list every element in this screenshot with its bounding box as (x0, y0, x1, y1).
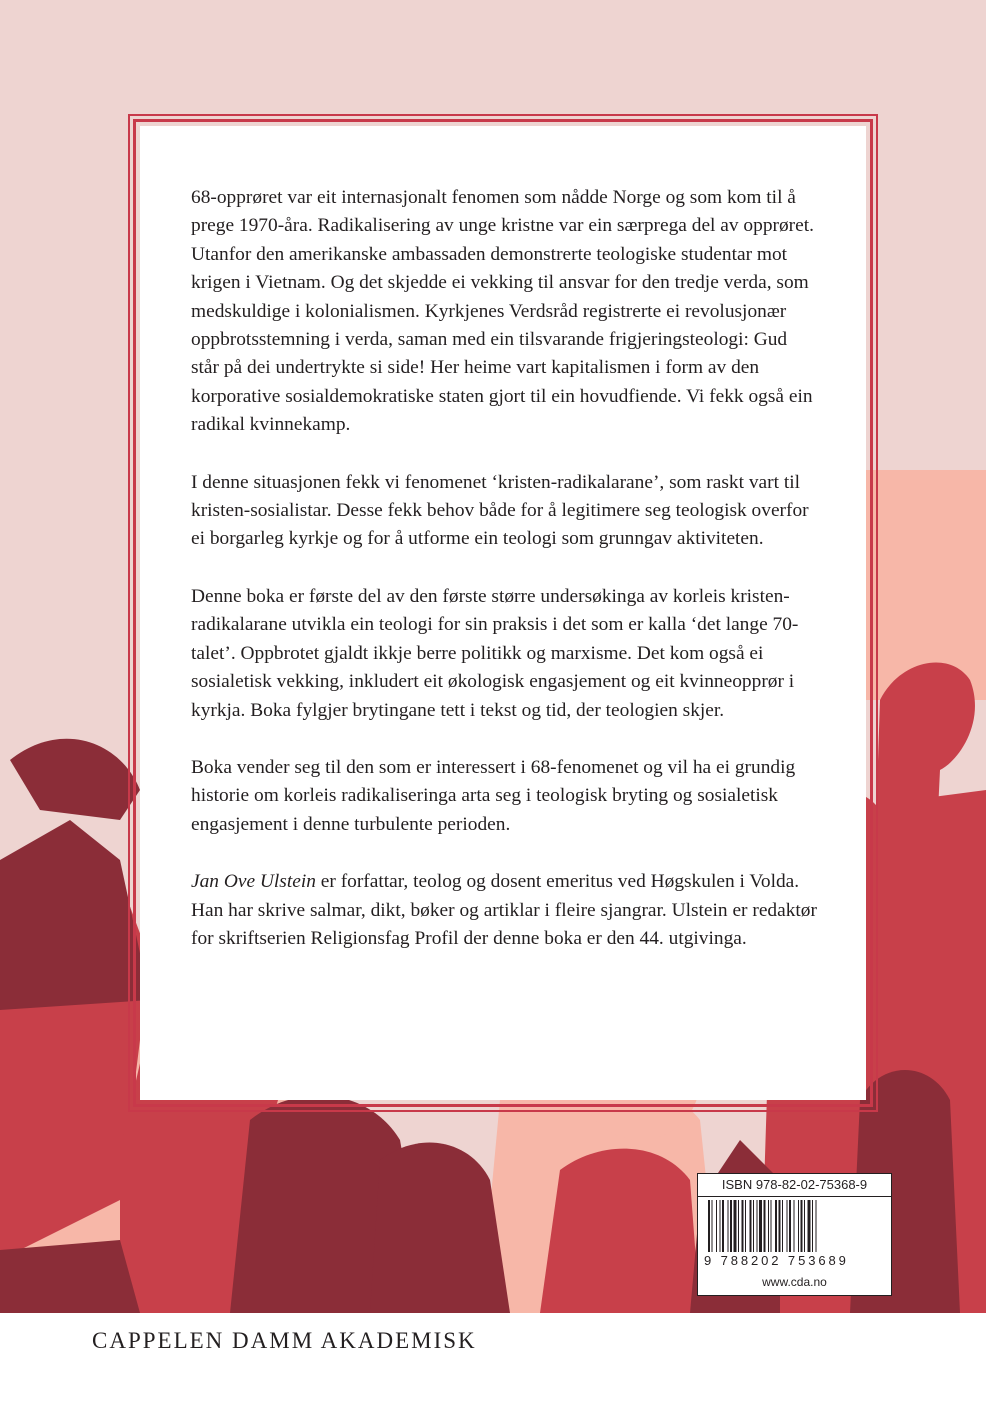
barcode-bar (745, 1200, 746, 1252)
barcode-bar (759, 1200, 762, 1252)
barcode-bar (738, 1200, 739, 1252)
author-bio (191, 868, 818, 953)
barcode-bar (708, 1200, 710, 1252)
barcode-bar (716, 1200, 717, 1252)
barcode-bar (771, 1200, 772, 1252)
publisher-logo: CAPPELEN DAMM AKADEMISK (92, 1328, 477, 1353)
publisher-url: www.cda.no (762, 1275, 827, 1289)
barcode-bar (801, 1200, 803, 1252)
blurb-paragraph: I denne situasjonen fekk vi fenomenet ‘kristen-radikalarane’, som raskt vart til kristen-sosialistar. Desse fekk behov både for å legitimere seg teologisk overfor ei borgarleg kyrkje og for å utforme ein teologi som grunngav aktiviteten. (191, 471, 809, 550)
blurb-paragraph: Denne boka er første del av den første større undersøkinga av korleis kristen-radikalarane utvikla ein teologi for sin praksis i det som er kalla ‘det lange 70-talet’. Oppbrotet gjaldt ikkje berre politikk og marxisme. Det kom også ei sosialetisk vekking, inkludert eit økologisk engasjement og eit kvinneopprør i kyrkja. Boka fylgjer brytingane tett i tekst og tid, der teologien skjer. (191, 585, 799, 721)
barcode-bar (728, 1200, 729, 1252)
barcode-bar (750, 1200, 752, 1252)
barcode-bar (808, 1200, 811, 1252)
blurb-panel (140, 126, 866, 1100)
barcode-bar (816, 1200, 817, 1252)
barcode-bar (775, 1200, 777, 1252)
barcode-bar (779, 1200, 781, 1252)
barcode-bar (720, 1200, 721, 1252)
barcode-bar (798, 1200, 799, 1252)
blurb-paragraph: Boka vender seg til den som er interessert i 68-fenomenet og vil ha ei grundig historie om korleis radikaliseringa arta seg i teologisk bryting og sosialetisk engasjement i denne turbulente perioden. (191, 756, 796, 835)
barcode-bar (812, 1200, 813, 1252)
barcode-bar (734, 1200, 737, 1252)
author-name: Jan Ove Ulstein (191, 871, 316, 893)
isbn-barcode-box (697, 1173, 892, 1296)
barcode-bar (764, 1200, 766, 1252)
barcode-bar (722, 1200, 724, 1252)
barcode-bar (742, 1200, 744, 1252)
barcode-icon (706, 1200, 884, 1252)
barcode-bar (782, 1200, 783, 1252)
barcode-bar (753, 1200, 754, 1252)
isbn-label: ISBN 978-82-02-75368-9 (698, 1174, 891, 1197)
barcode-bar (712, 1200, 713, 1252)
barcode-bar (787, 1200, 788, 1252)
barcode-bar (757, 1200, 758, 1252)
barcode-bar (804, 1200, 805, 1252)
barcode-bar (794, 1200, 795, 1252)
author-bio-text: er forfattar, teolog og dosent emeritus ved Høgskulen i Volda. Han har skrive salmar, dikt, bøker og artiklar i fleire sjangrar. Ulstein er redaktør for skriftserien Religionsfag Profil der denne boka er den 44. utgivinga. (191, 871, 817, 949)
blurb-paragraph: 68-opprøret var eit internasjonalt fenomen som nådde Norge og som kom til å prege 1970-åra. Radikalisering av unge kristne var ein særprega del av opprøret. Utanfor den amerikanske ambassaden demonstrerte teologiske studentar mot krigen i Vietnam. Og det skjedde ei vekking til ansvar for den tredje verda, som medskuldige i kolonialismen. Kyrkjenes Verdsråd registrerte ei revolusjonær oppbrotsstemning i verda, saman med ein tilsvarande frigjeringsteologi: Gud står på dei undertrykte si side! Her heime vart kapitalismen i form av den korporative sosialdemokratiske staten gjort til ein hovudfiende. Vi fekk også ein radikal kvinnekamp. (191, 187, 814, 436)
barcode-bar (730, 1200, 732, 1252)
barcode-bar (768, 1200, 769, 1252)
isbn-digits: 9 788202 753689 (704, 1253, 849, 1268)
barcode-bar (789, 1200, 791, 1252)
